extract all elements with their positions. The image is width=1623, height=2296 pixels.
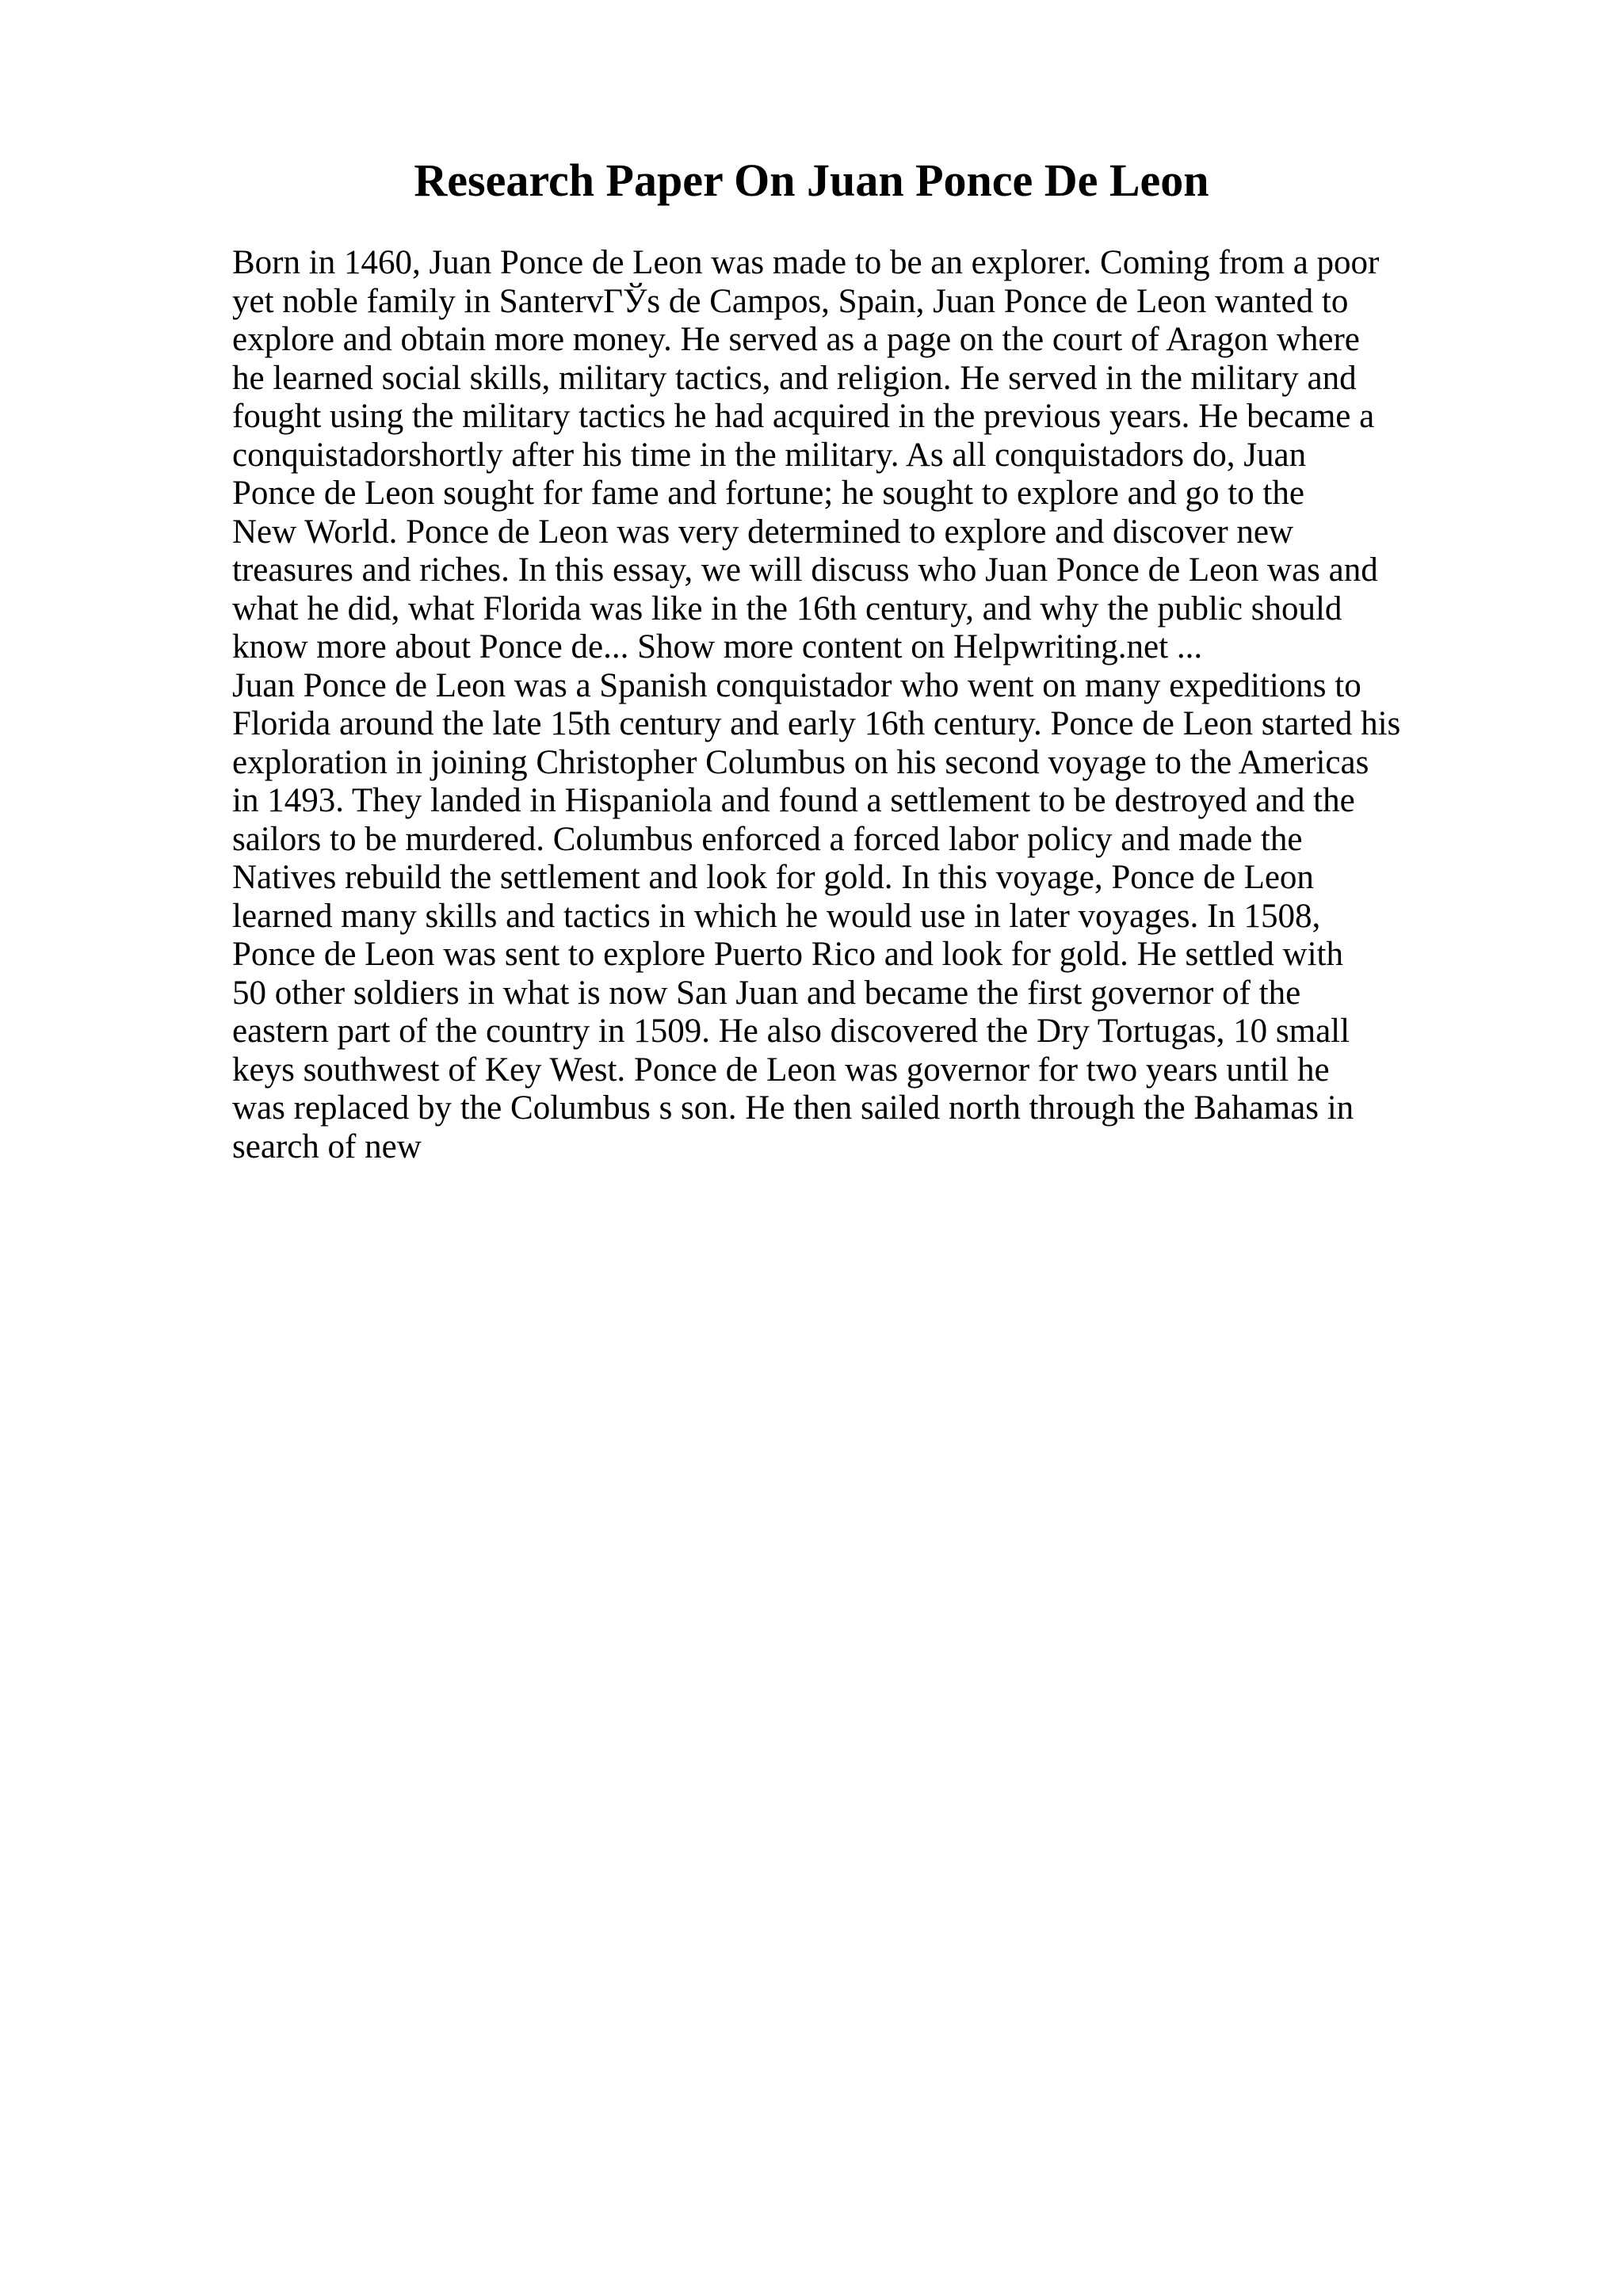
- text-line: Ponce de Leon was sent to explore Puerto Rico and look for gold. He settled with: [232, 936, 1343, 973]
- text-line: Born in 1460, Juan Ponce de Leon was made to be an explorer. Coming from a poor: [232, 244, 1380, 281]
- document-title: Research Paper On Juan Ponce De Leon: [414, 154, 1209, 206]
- text-line: know more about Ponce de... Show more content on Helpwriting.net ...: [232, 628, 1203, 666]
- text-line: sailors to be murdered. Columbus enforced a forced labor policy and made the: [232, 820, 1303, 858]
- text-line: New World. Ponce de Leon was very determined to explore and discover new: [232, 513, 1294, 551]
- text-line: he learned social skills, military tactics, and religion. He served in the military and: [232, 359, 1357, 397]
- text-line: Juan Ponce de Leon was a Spanish conquistador who went on many expeditions to: [232, 666, 1361, 704]
- text-line: search of new: [232, 1127, 422, 1165]
- text-line: treasures and riches. In this essay, we will discuss who Juan Ponce de Leon was and: [232, 551, 1378, 589]
- text-line: Natives rebuild the settlement and look for gold. In this voyage, Ponce de Leon: [232, 859, 1314, 896]
- text-line: what he did, what Florida was like in the 16th century, and why the public should: [232, 589, 1342, 627]
- text-line: conquistadorshortly after his time in the military. As all conquistadors do, Juan: [232, 436, 1307, 474]
- text-line: Florida around the late 15th century and early 16th century. Ponce de Leon started his: [232, 705, 1401, 742]
- text-line: Ponce de Leon sought for fame and fortune; he sought to explore and go to the: [232, 475, 1304, 512]
- text-line: eastern part of the country in 1509. He also discovered the Dry Tortugas, 10 small: [232, 1013, 1350, 1050]
- document-body: [232, 244, 1595, 1166]
- text-line: fought using the military tactics he had acquired in the previous years. He became a: [232, 398, 1375, 435]
- text-line: was replaced by the Columbus s son. He then sailed north through the Bahamas in: [232, 1089, 1354, 1127]
- text-line: explore and obtain more money. He served as a page on the court of Aragon where: [232, 321, 1360, 358]
- text-line: yet noble family in SantervГЎs de Campos, Spain, Juan Ponce de Leon wanted to: [232, 282, 1349, 320]
- text-line: in 1493. They landed in Hispaniola and found a settlement to be destroyed and the: [232, 782, 1355, 819]
- text-line: exploration in joining Christopher Columbus on his second voyage to the Americas: [232, 743, 1369, 781]
- text-line: keys southwest of Key West. Ponce de Leon was governor for two years until he: [232, 1051, 1330, 1089]
- text-line: 50 other soldiers in what is now San Juan and became the first governor of the: [232, 974, 1301, 1012]
- text-line: learned many skills and tactics in which he would use in later voyages. In 1508,: [232, 897, 1321, 935]
